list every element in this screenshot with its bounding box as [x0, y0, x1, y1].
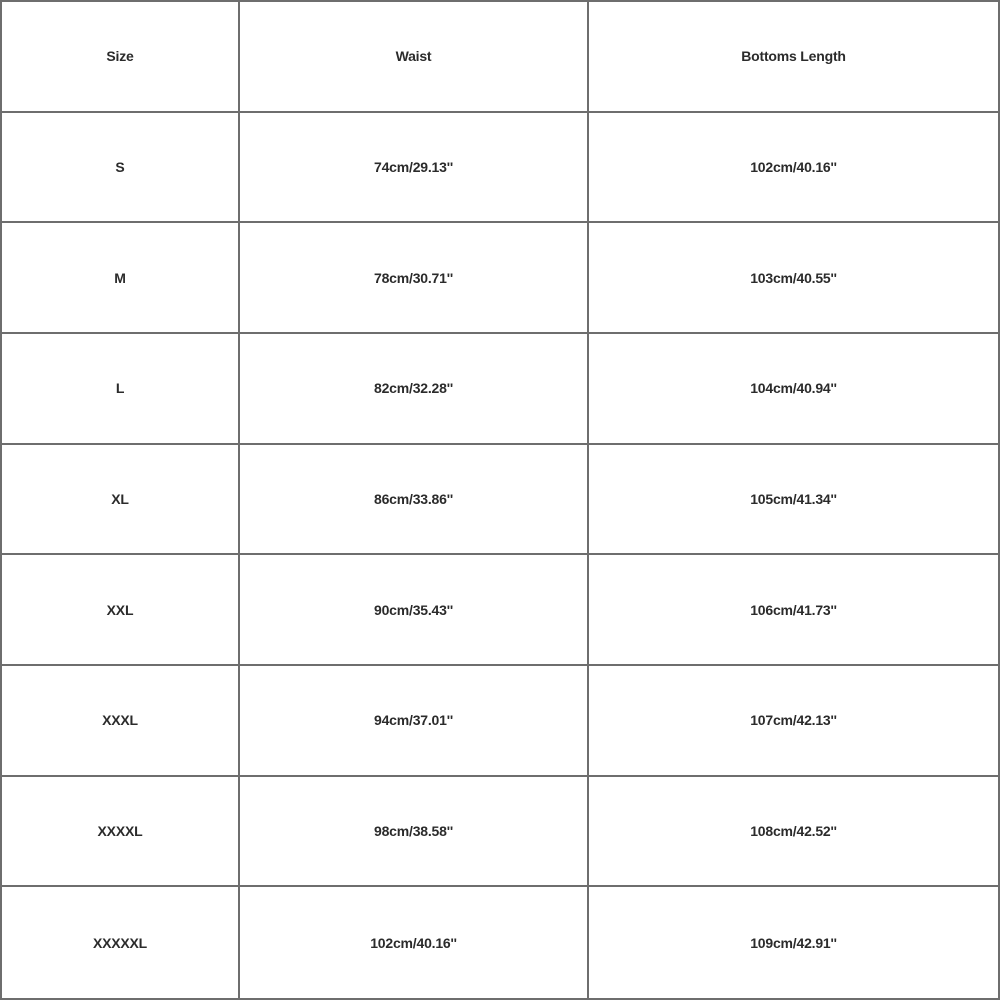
cell-bottoms-length: 105cm/41.34'' [589, 445, 998, 556]
cell-size: XXXXL [2, 777, 240, 888]
header-waist: Waist [240, 2, 589, 113]
cell-waist: 78cm/30.71'' [240, 223, 589, 334]
header-bottoms-length: Bottoms Length [589, 2, 998, 113]
cell-size: L [2, 334, 240, 445]
cell-bottoms-length: 108cm/42.52'' [589, 777, 998, 888]
cell-bottoms-length: 106cm/41.73'' [589, 555, 998, 666]
cell-waist: 86cm/33.86'' [240, 445, 589, 556]
cell-size: XL [2, 445, 240, 556]
cell-waist: 98cm/38.58'' [240, 777, 589, 888]
cell-size: XXXXXL [2, 887, 240, 998]
cell-bottoms-length: 104cm/40.94'' [589, 334, 998, 445]
cell-bottoms-length: 102cm/40.16'' [589, 113, 998, 224]
cell-size: XXL [2, 555, 240, 666]
cell-waist: 94cm/37.01'' [240, 666, 589, 777]
cell-size: XXXL [2, 666, 240, 777]
cell-waist: 90cm/35.43'' [240, 555, 589, 666]
header-size: Size [2, 2, 240, 113]
cell-size: S [2, 113, 240, 224]
cell-waist: 102cm/40.16'' [240, 887, 589, 998]
cell-waist: 82cm/32.28'' [240, 334, 589, 445]
cell-bottoms-length: 103cm/40.55'' [589, 223, 998, 334]
cell-size: M [2, 223, 240, 334]
cell-bottoms-length: 107cm/42.13'' [589, 666, 998, 777]
cell-waist: 74cm/29.13'' [240, 113, 589, 224]
cell-bottoms-length: 109cm/42.91'' [750, 934, 837, 951]
